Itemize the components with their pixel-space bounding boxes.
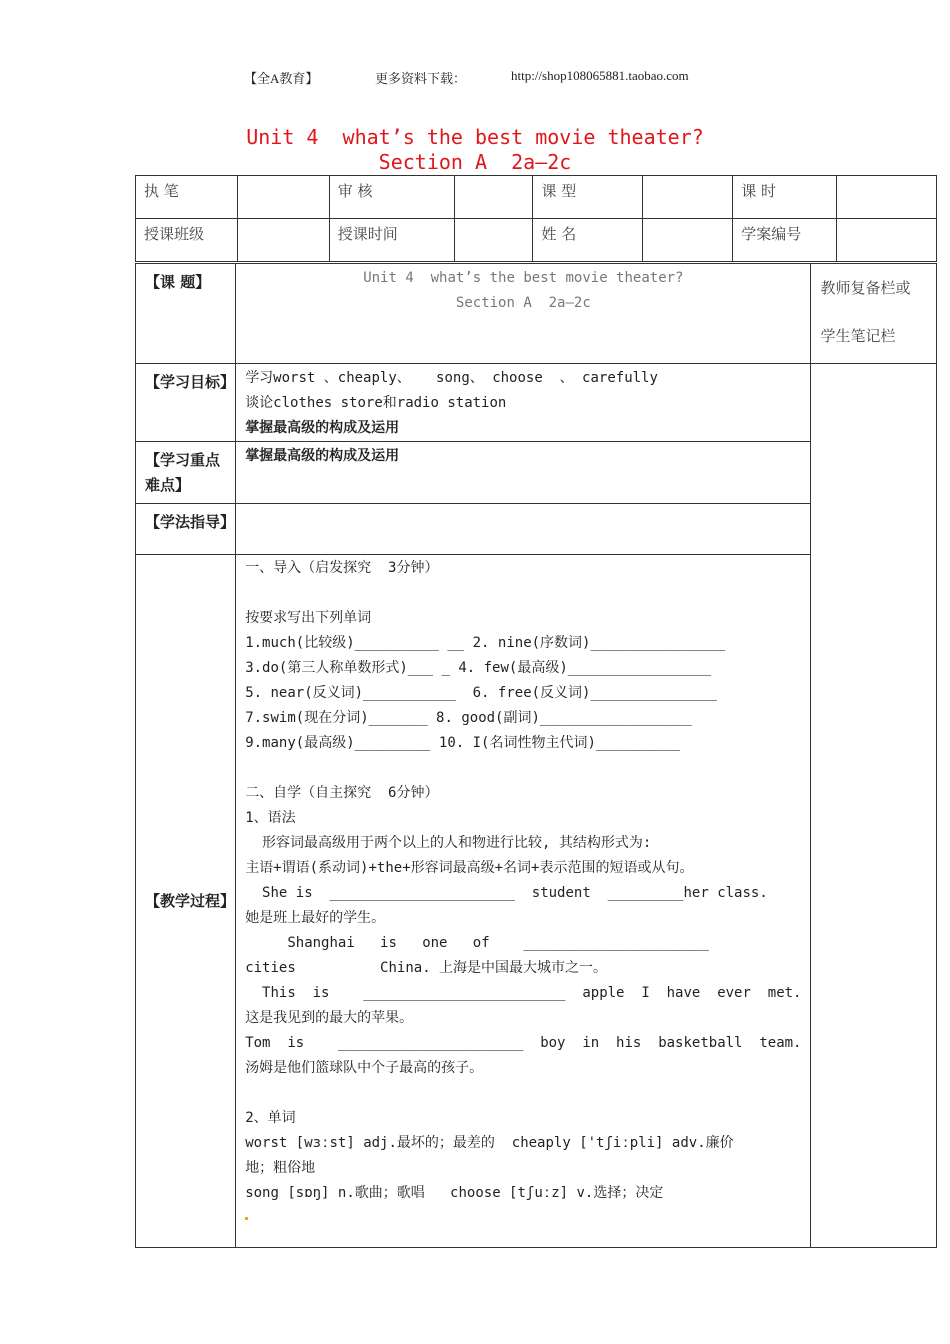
exercise-line: 5. near(反义词)___________ 6. free(反义词)_______________ [245,685,717,701]
notes-header-line-2: 学生笔记栏 [820,327,896,345]
process-line: 形容词最高级用于两个以上的人和物进行比较, 其结构形式为: [245,835,652,851]
exercise-line: Tom is ______________________ boy in his basketball team. [245,1035,802,1051]
process-line: 主语+谓语(系动词)+the+形容词最高级+名词+表示范围的短语或从句。 [245,860,694,876]
exercise-line: 9.many(最高级)_________ 10. I(名词性物主代词)__________ [245,735,681,751]
info-cell: 执 笔 [136,176,238,219]
method-label: 【学法指导】 [136,504,236,555]
vocab-line: 地；粗俗地 [245,1160,316,1176]
process-line: 这是我见到的最大的苹果。 [245,1010,431,1026]
goal-line: 学习worst 、cheaply、 song、 choose 、 carefully [245,370,658,386]
key-text: 掌握最高级的构成及运用 [245,448,400,464]
exercise-line: This is ________________________ apple I have ever met. [245,985,802,1001]
brand-label: 【全A教育】 [244,71,319,86]
key-label [136,442,236,504]
key-cell [236,442,811,504]
process-line [245,756,801,781]
key-label-line-2: 难点】 [145,476,191,494]
info-cell: 姓 名 [533,219,643,262]
goal-line: 掌握最高级的构成及运用 [245,420,400,436]
info-cell: 审 核 [329,176,454,219]
info-value-cell[interactable] [454,176,533,219]
vocab-line: song [sɒŋ] n.歌曲；歌唱 choose [tʃuːz] v.选择；决定 [245,1185,664,1201]
topic-line-2: Section A 2a—2c [455,295,591,311]
process-line: 汤姆是他们篮球队中个子最高的孩子。 [245,1060,484,1076]
vocab-line: worst [wɜːst] adj.最坏的；最差的 cheaply ['tʃiːpli] adv.廉价 [245,1135,734,1151]
info-value-cell[interactable] [237,176,329,219]
page-subtitle: Section A 2a—2c [378,150,572,174]
process-line: cities China. 上海是中国最大城市之一。 [245,960,608,976]
goal-line: 谈论clothes store和radio station [245,395,507,411]
info-row-1 [136,176,937,219]
method-cell[interactable] [236,504,811,555]
exercise-line: She is ______________________ student _________her class. [245,885,768,901]
lesson-table [135,263,937,1248]
process-line: 按要求写出下列单词 [245,610,372,626]
exercise-line: 1.much(比较级)__________ __ 2. nine(序数词)________________ [245,635,726,651]
process-line: 2、单词 [245,1110,296,1126]
process-cell [236,555,811,1248]
info-value-cell[interactable] [837,219,937,262]
info-value-cell[interactable] [837,176,937,219]
notes-header [811,264,937,364]
topic-row [136,264,937,364]
topic-cell [236,264,811,364]
info-cell: 课 型 [533,176,643,219]
info-value-cell[interactable] [454,219,533,262]
info-value-cell[interactable] [643,176,733,219]
info-value-cell[interactable] [237,219,329,262]
shop-link[interactable]: http://shop108065881.taobao.com [511,68,689,83]
process-line: 1、语法 [245,810,296,826]
info-row-2 [136,219,937,262]
info-value-cell[interactable] [643,219,733,262]
info-cell: 学案编号 [733,219,837,262]
page-title: Unit 4 what’s the best movie theater? [246,125,704,149]
info-cell: 授课班级 [136,219,238,262]
goals-cell [236,364,811,442]
goals-row [136,364,937,442]
process-label: 【教学过程】 [136,555,236,1248]
process-line: 她是班上最好的学生。 [245,910,386,926]
info-table [135,175,937,262]
more-label: 更多资料下载： [375,71,467,86]
process-line [245,1081,801,1106]
exercise-line: 3.do(第三人称单数形式)___ _ 4. few(最高级)_________________ [245,660,712,676]
notes-column[interactable] [811,364,937,1248]
topic-label: 【课 题】 [136,264,236,364]
exercise-line: 7.swim(现在分词)_______ 8. good(副词)__________________ [245,710,692,726]
process-line: 一、导入（启发探究 3分钟） [245,560,439,576]
info-cell: 课 时 [733,176,837,219]
process-line: 二、自学（自主探究 6分钟） [245,785,439,801]
exercise-line: Shanghai is one of ______________________ [245,935,709,951]
topic-line-1: Unit 4 what’s the best movie theater? [363,270,684,286]
key-label-line-1: 【学习重点 [145,451,221,469]
decoration-dot [245,1217,248,1220]
info-cell: 授课时间 [329,219,454,262]
process-line [245,581,801,606]
notes-header-line-1: 教师复备栏或 [820,279,911,297]
goals-label: 【学习目标】 [136,364,236,442]
